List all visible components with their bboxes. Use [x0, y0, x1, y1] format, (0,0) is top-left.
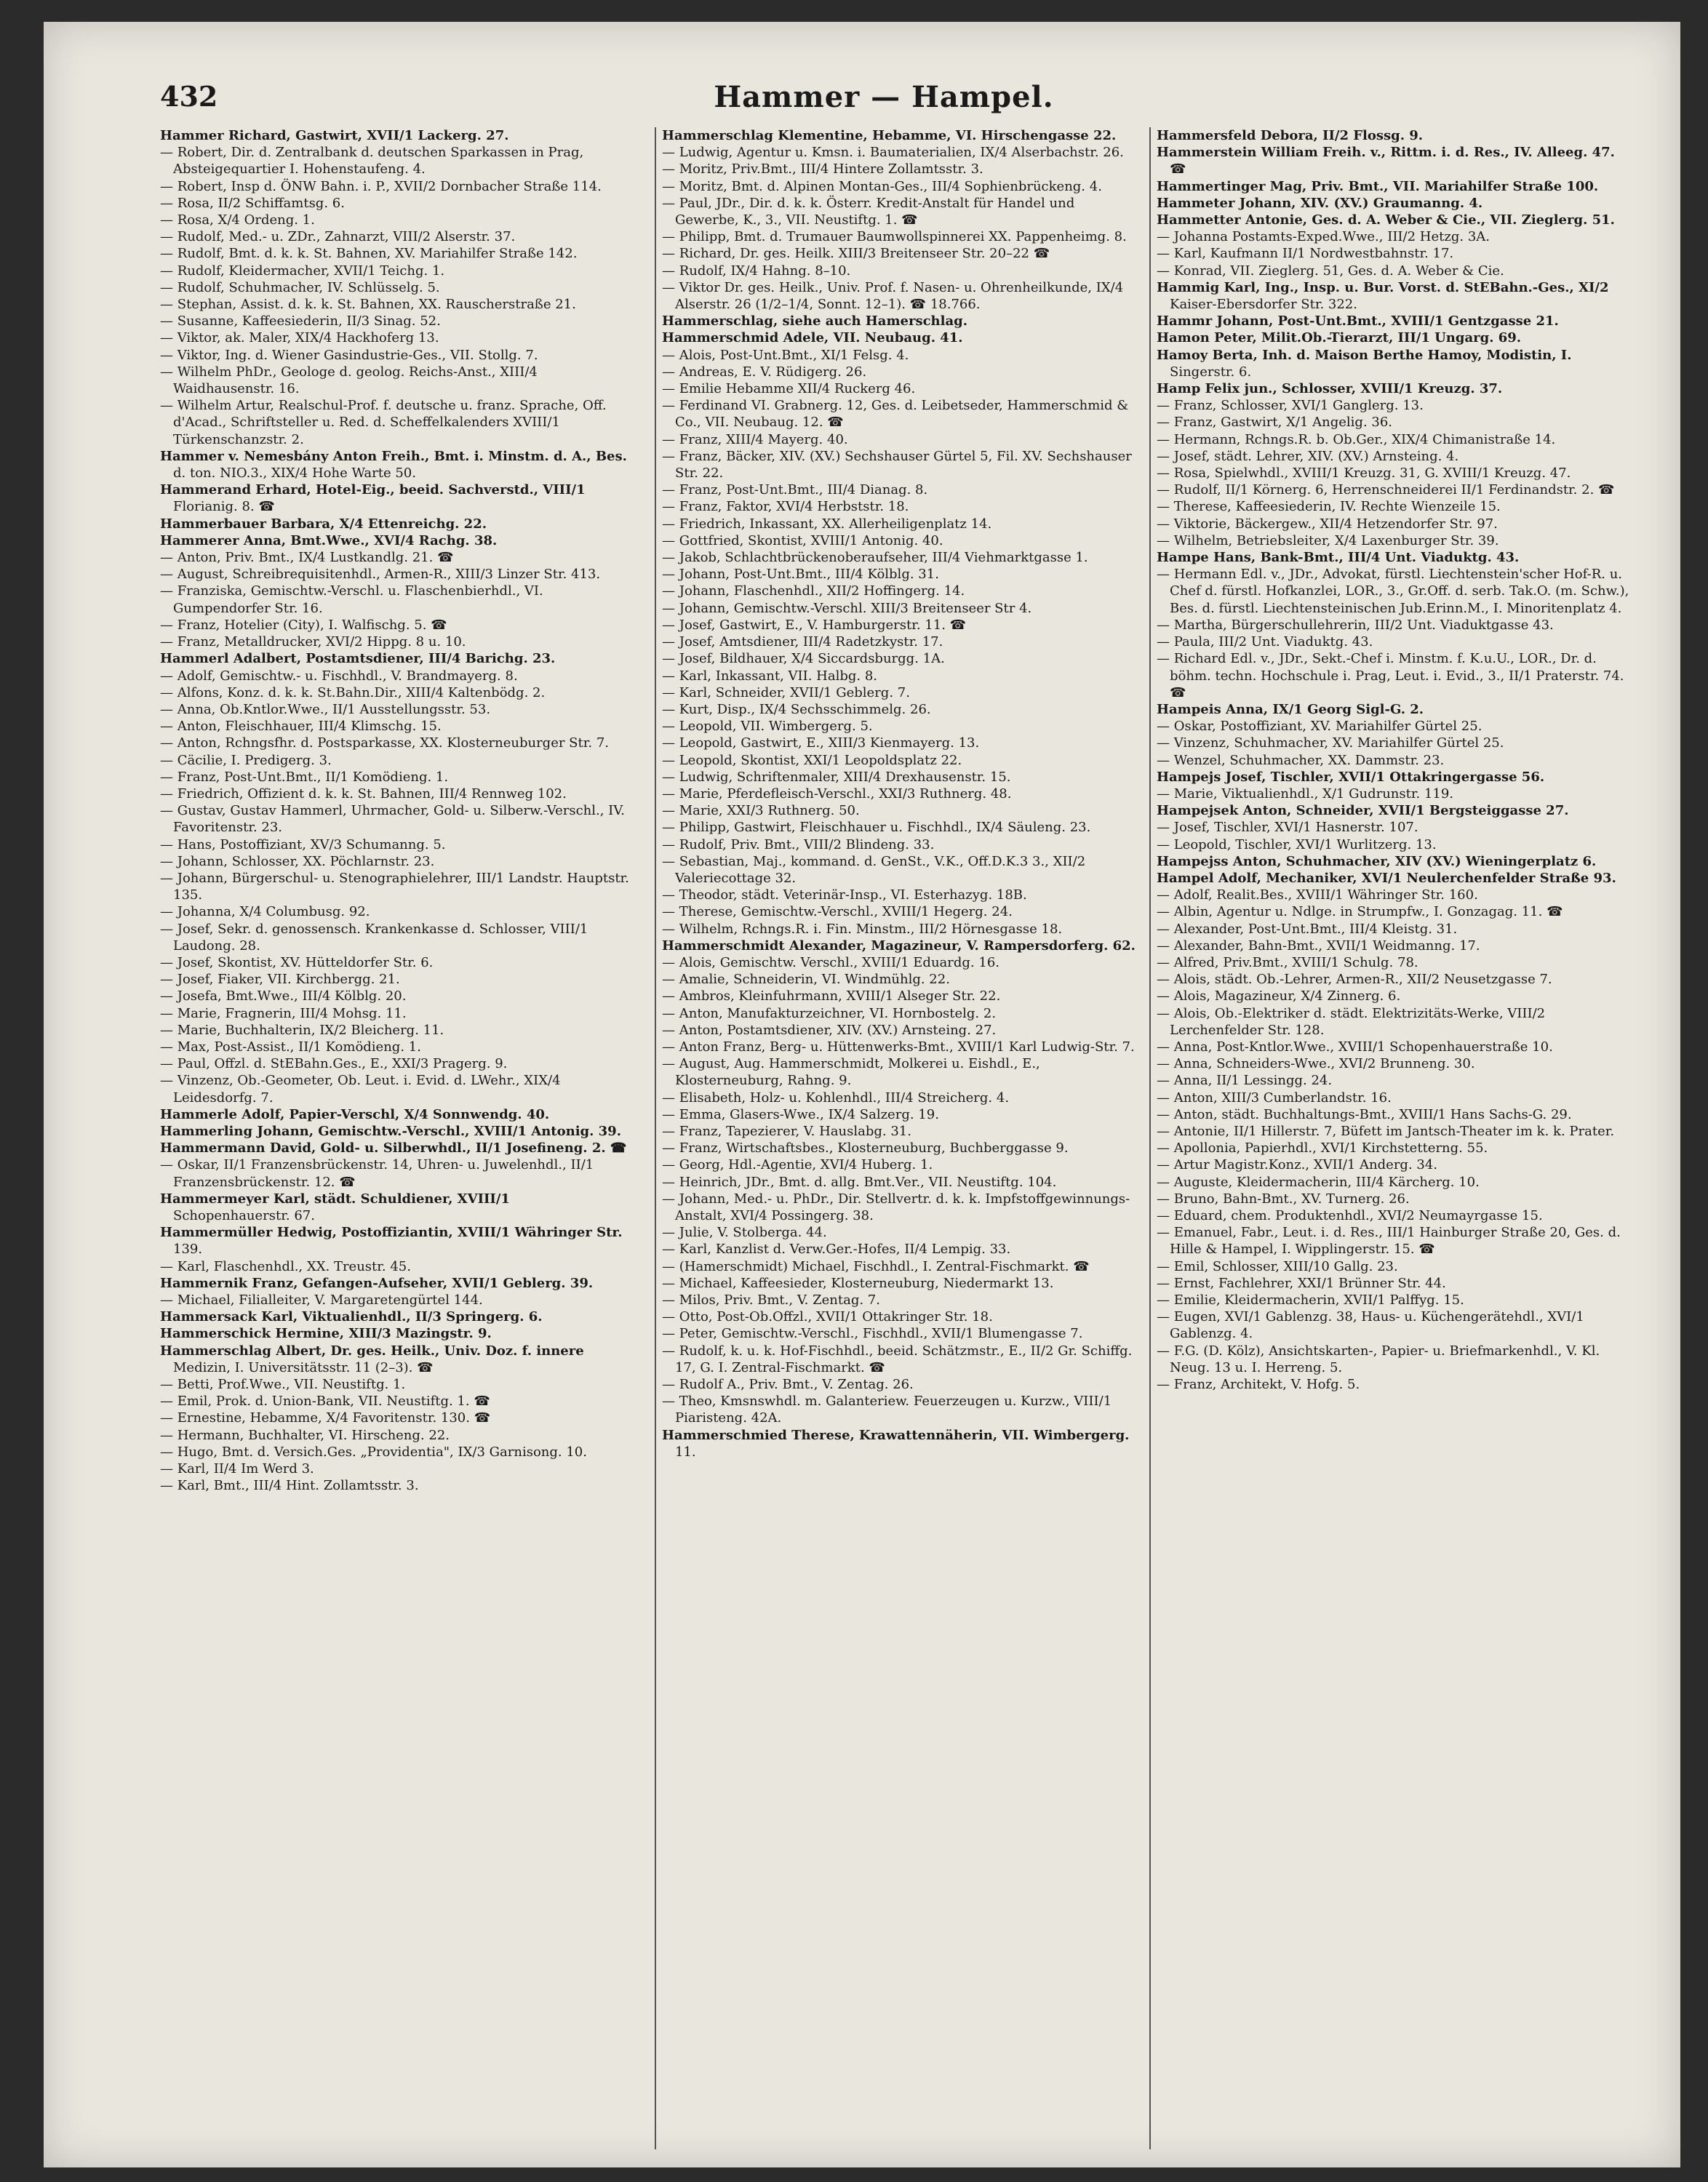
directory-entry: — Ludwig, Agentur u. Kmsn. i. Baumaterialien, IX/4 Alserbachstr. 26. — [662, 145, 1124, 161]
directory-entry: — Anton Franz, Berg- u. Hüttenwerks-Bmt., XVIII/1 Karl Ludwig-Str. 7. — [662, 1039, 1135, 1055]
directory-entry: — Anton, Fleischhauer, III/4 Klimschg. 15. — [160, 719, 442, 735]
directory-entry: — Anton, XIII/3 Cumberlandstr. 16. — [1157, 1090, 1392, 1106]
directory-entry: — Anna, Post-Kntlor.Wwe., XVIII/1 Schopenhauerstraße 10. — [1157, 1039, 1553, 1055]
directory-entry: — Robert, Insp d. ÖNW Bahn. i. P., XVII/2 Dornbacher Straße 114. — [160, 178, 602, 194]
directory-entry: Hampejss Anton, Schuhmacher, XIV (XV.) Wieningerplatz 6. — [1157, 853, 1597, 869]
directory-entry: — Franz, Post-Unt.Bmt., II/1 Komödieng. 1. — [160, 769, 449, 785]
directory-entry: — Rudolf, k. u. k. Hof-Fischhdl., beeid. Schätzmstr., E., II/2 Gr. Schiffg. 17, G. I. Zentral-Fischmarkt. ☎ — [662, 1343, 1133, 1375]
directory-entry: Hamoy Berta, Inh. d. Maison Berthe Hamoy, Modistin, I. Singerstr. 6. — [1157, 347, 1572, 380]
directory-entry: — Franz, XIII/4 Mayerg. 40. — [662, 431, 848, 447]
directory-entry: — Amalie, Schneiderin, VI. Windmühlg. 22. — [662, 972, 950, 988]
directory-entry: — Robert, Dir. d. Zentralbank d. deutschen Sparkassen in Prag, Absteigequartier I. Hohenstaufeng. 4. — [160, 145, 584, 177]
directory-entry: — Josef, Tischler, XVI/1 Hasnerstr. 107. — [1157, 820, 1418, 836]
directory-entry: Hammig Karl, Ing., Insp. u. Bur. Vorst. d. StEBahn.-Ges., XI/2 Kaiser-Ebersdorfer Str. 322. — [1157, 279, 1609, 313]
directory-entry: — Kurt, Disp., IX/4 Sechsschimmelg. 26. — [662, 701, 931, 717]
directory-entry: — Ambros, Kleinfuhrmann, XVIII/1 Alseger Str. 22. — [662, 988, 1001, 1004]
directory-entry: — Johann, Gemischtw.-Verschl. XIII/3 Breitenseer Str 4. — [662, 600, 1032, 616]
directory-entry: — Wilhelm, Rchngs.R. i. Fin. Minstm., III/2 Hörnesgasse 18. — [662, 921, 1063, 937]
directory-entry: — Michael, Filialleiter, V. Margaretengürtel 144. — [160, 1292, 483, 1308]
directory-entry: Hammerschlag Klementine, Hebamme, VI. Hirschengasse 22. — [662, 128, 1117, 143]
directory-entry: — Leopold, Tischler, XVI/1 Wurlitzerg. 13. — [1157, 836, 1437, 852]
directory-entry: — Anna, II/1 Lessingg. 24. — [1157, 1073, 1333, 1089]
directory-entry: — Josef, Bildhauer, X/4 Siccardsburgg. 1A. — [662, 651, 945, 667]
directory-entry: — Julie, V. Stolberga. 44. — [662, 1225, 827, 1241]
directory-entry: Hammerschick Hermine, XIII/3 Mazingstr. 9. — [160, 1326, 492, 1342]
directory-entry: Hammerschmidt Alexander, Magazineur, V. Rampersdorferg. 62. — [662, 938, 1136, 954]
directory-entry: — Moritz, Priv.Bmt., III/4 Hintere Zollamtsstr. 3. — [662, 161, 983, 177]
directory-entry: — Vinzenz, Schuhmacher, XV. Mariahilfer Gürtel 25. — [1157, 735, 1504, 751]
directory-entry: — Karl, Kaufmann II/1 Nordwestbahnstr. 17. — [1157, 246, 1454, 262]
directory-entry: — Josefa, Bmt.Wwe., III/4 Kölblg. 20. — [160, 988, 407, 1004]
directory-entry: — Leopold, VII. Wimbergerg. 5. — [662, 719, 873, 735]
directory-entry: — Franz, Hotelier (City), I. Walfischg. 5. ☎ — [160, 617, 447, 633]
directory-entry: Hammerschlag Albert, Dr. ges. Heilk., Univ. Doz. f. innere Medizin, I. Universitätsstr. 11 (2–3). ☎ — [160, 1343, 584, 1375]
directory-entry: Hammermeyer Karl, städt. Schuldiener, XVIII/1 Schopenhauerstr. 67. — [160, 1191, 510, 1223]
directory-entry: — Marie, Viktualienhdl., X/1 Gudrunstr. 119. — [1157, 786, 1453, 802]
directory-entry: — Franz, Gastwirt, X/1 Angelig. 36. — [1157, 415, 1393, 431]
directory-entry: Hampel Adolf, Mechaniker, XVI/1 Neulerchenfelder Straße 93. — [1157, 870, 1616, 886]
directory-entry: — Hermann, Buchhalter, VI. Hirscheng. 22. — [160, 1427, 450, 1443]
directory-entry: — Eduard, chem. Produktenhdl., XVI/2 Neumayrgasse 15. — [1157, 1208, 1543, 1223]
directory-entry: — Friedrich, Inkassant, XX. Allerheiligenplatz 14. — [662, 516, 992, 532]
directory-entry: — Emilie Hebamme XII/4 Ruckerg 46. — [662, 381, 916, 397]
directory-entry: — Alexander, Post-Unt.Bmt., III/4 Kleistg. 31. — [1157, 921, 1458, 937]
directory-entry: — Johann, Bürgerschul- u. Stenographielehrer, III/1 Landstr. Hauptstr. 135. — [160, 870, 629, 903]
directory-entry: — Philipp, Bmt. d. Trumauer Baumwollspinnerei XX. Pappenheimg. 8. — [662, 229, 1127, 245]
directory-entry: — Theodor, städt. Veterinär-Insp., VI. Esterhazyg. 18B. — [662, 887, 1027, 903]
page-header — [160, 80, 1608, 124]
directory-entry: — Bruno, Bahn-Bmt., XV. Turnerg. 26. — [1157, 1191, 1410, 1207]
directory-entry: Hammermüller Hedwig, Postoffiziantin, XVIII/1 Währinger Str. 139. — [160, 1225, 623, 1258]
directory-entry: Hammerstein William Freih. v., Rittm. i. d. Res., IV. Alleeg. 47. ☎ — [1157, 145, 1615, 177]
directory-entry: Hampejs Josef, Tischler, XVII/1 Ottakringergasse 56. — [1157, 769, 1545, 785]
directory-entry: — Albin, Agentur u. Ndlge. in Strumpfw., I. Gonzagag. 11. ☎ — [1157, 904, 1563, 920]
column-middle — [655, 127, 1136, 2149]
directory-entry: — Alois, Gemischtw. Verschl., XVIII/1 Eduardg. 16. — [662, 954, 999, 970]
directory-entry: — Cäcilie, I. Predigerg. 3. — [160, 752, 332, 768]
directory-entry: — Friedrich, Offizient d. k. k. St. Bahnen, III/4 Rennweg 102. — [160, 786, 567, 802]
directory-entry: — Betti, Prof.Wwe., VII. Neustiftg. 1. — [160, 1377, 406, 1393]
directory-entry: — Josef, Gastwirt, E., V. Hamburgerstr. 11. ☎ — [662, 617, 967, 633]
directory-entry: — Gustav, Gustav Hammerl, Uhrmacher, Gold- u. Silberw.-Verschl., IV. Favoritenstr. 23. — [160, 803, 625, 836]
directory-entry: Hammertinger Mag, Priv. Bmt., VII. Mariahilfer Straße 100. — [1157, 178, 1599, 194]
directory-entry: Hammerschmied Therese, Krawattennäherin, VII. Wimbergerg. 11. — [662, 1427, 1130, 1460]
directory-entry: — Richard Edl. v., JDr., Sekt.-Chef i. Minstm. f. K.u.U., LOR., Dr. d. böhm. techn. Hochschule i. Prag, Leut. i. Evid., 3., II/1 Praterstr. 74. ☎ — [1157, 651, 1624, 700]
directory-entry: — Apollonia, Papierhdl., XVI/1 Kirchstetterng. 55. — [1157, 1140, 1488, 1156]
directory-entry: — Ernestine, Hebamme, X/4 Favoritenstr. 130. ☎ — [160, 1410, 491, 1426]
directory-entry: — Paul, JDr., Dir. d. k. k. Österr. Kredit-Anstalt für Handel und Gewerbe, K., 3., VII. Neustiftg. 1. ☎ — [662, 195, 1075, 228]
directory-entry: — Emil, Prok. d. Union-Bank, VII. Neustiftg. 1. ☎ — [160, 1394, 490, 1410]
directory-entry: — Oskar, II/1 Franzensbrückenstr. 14, Uhren- u. Juwelenhdl., II/1 Franzensbrückenstr. 12. ☎ — [160, 1157, 594, 1190]
directory-entry: — Viktor, Ing. d. Wiener Gasindustrie-Ges., VII. Stollg. 7. — [160, 347, 538, 363]
directory-entry: — Viktorie, Bäckergew., XII/4 Hetzendorfer Str. 97. — [1157, 516, 1498, 532]
directory-entry: — Rudolf, Kleidermacher, XVII/1 Teichg. 1. — [160, 263, 445, 279]
directory-entry: Hammersfeld Debora, II/2 Flossg. 9. — [1157, 128, 1424, 143]
directory-entry: — Franziska, Gemischtw.-Verschl. u. Flaschenbierhdl., VI. Gumpendorfer Str. 16. — [160, 583, 543, 616]
directory-entry: — Alois, Magazineur, X/4 Zinnerg. 6. — [1157, 988, 1401, 1004]
directory-entry: — Jakob, Schlachtbrückenoberaufseher, III/4 Viehmarktgasse 1. — [662, 550, 1088, 566]
directory-entry: — Franz, Architekt, V. Hofg. 5. — [1157, 1377, 1360, 1393]
directory-entry: — Leopold, Gastwirt, E., XIII/3 Kienmayerg. 13. — [662, 735, 980, 751]
directory-columns — [160, 127, 1644, 2149]
directory-entry: — Rosa, X/4 Ordeng. 1. — [160, 212, 315, 228]
directory-entry: — Richard, Dr. ges. Heilk. XIII/3 Breitenseer Str. 20–22 ☎ — [662, 246, 1050, 262]
directory-entry: — Karl, II/4 Im Werd 3. — [160, 1461, 314, 1477]
directory-entry: — Rosa, Spielwhdl., XVIII/1 Kreuzg. 31, G. XVIII/1 Kreuzg. 47. — [1157, 465, 1571, 481]
directory-entry: — Josef, städt. Lehrer, XIV. (XV.) Arnsteing. 4. — [1157, 448, 1459, 464]
directory-entry: — Paul, Offzl. d. StEBahn.Ges., E., XXI/3 Pragerg. 9. — [160, 1056, 508, 1072]
directory-entry: — Philipp, Gastwirt, Fleischhauer u. Fischhdl., IX/4 Säuleng. 23. — [662, 820, 1091, 836]
directory-entry: Hammetter Antonie, Ges. d. A. Weber & Cie., VII. Zieglerg. 51. — [1157, 212, 1615, 228]
directory-entry: — Alois, Ob.-Elektriker d. städt. Elektrizitäts-Werke, VIII/2 Lerchenfelder Str. 128. — [1157, 1005, 1546, 1038]
directory-entry: Hammer v. Nemesbány Anton Freih., Bmt. i. Minstm. d. A., Bes. d. ton. NIO.3., XIX/4 Hohe Warte 50. — [160, 448, 627, 481]
directory-entry: — Wenzel, Schuhmacher, XX. Dammstr. 23. — [1157, 752, 1445, 768]
directory-entry: — Alfred, Priv.Bmt., XVIII/1 Schulg. 78. — [1157, 954, 1418, 970]
directory-entry: — Ferdinand VI. Grabnerg. 12, Ges. d. Leibetseder, Hammerschmid & Co., VII. Neubaug. 12. ☎ — [662, 398, 1129, 431]
directory-entry: — F.G. (D. Kölz), Ansichtskarten-, Papier- u. Briefmarkenhdl., V. Kl. Neug. 13 u. I. Herreng. 5. — [1157, 1343, 1600, 1375]
directory-entry: — Anna, Schneiders-Wwe., XVI/2 Brunneng. 30. — [1157, 1056, 1475, 1072]
directory-entry: — Franz, Tapezierer, V. Hauslabg. 31. — [662, 1123, 911, 1139]
directory-entry: — (Hamerschmidt) Michael, Fischhdl., I. Zentral-Fischmarkt. ☎ — [662, 1258, 1090, 1274]
directory-entry: — Martha, Bürgerschullehrerin, III/2 Unt. Viaduktgasse 43. — [1157, 617, 1554, 633]
directory-entry: — Karl, Flaschenhdl., XX. Treustr. 45. — [160, 1258, 411, 1274]
directory-entry: — Auguste, Kleidermacherin, III/4 Kärcherg. 10. — [1157, 1174, 1480, 1190]
directory-entry: — Rudolf A., Priv. Bmt., V. Zentag. 26. — [662, 1377, 914, 1393]
directory-entry: Hampe Hans, Bank-Bmt., III/4 Unt. Viaduktg. 43. — [1157, 550, 1520, 566]
directory-entry: — Karl, Inkassant, VII. Halbg. 8. — [662, 668, 878, 684]
directory-entry: — Moritz, Bmt. d. Alpinen Montan-Ges., III/4 Sophienbrückeng. 4. — [662, 178, 1102, 194]
directory-entry: Hammerschlag, siehe auch Hamerschlag. — [662, 313, 967, 329]
directory-entry: — Rosa, II/2 Schiffamtsg. 6. — [160, 195, 345, 211]
directory-entry: — Oskar, Postoffiziant, XV. Mariahilfer Gürtel 25. — [1157, 719, 1482, 735]
directory-entry: — Rudolf, Priv. Bmt., VIII/2 Blindeng. 33. — [662, 836, 935, 852]
directory-entry: — Josef, Sekr. d. genossensch. Krankenkasse d. Schlosser, VIII/1 Laudong. 28. — [160, 921, 588, 954]
directory-entry: Hampeis Anna, IX/1 Georg Sigl-G. 2. — [1157, 701, 1424, 717]
directory-entry: — Franz, Bäcker, XIV. (XV.) Sechshauser Gürtel 5, Fil. XV. Sechshauser Str. 22. — [662, 448, 1132, 481]
directory-entry: — Antonie, II/1 Hillerstr. 7, Büfett im Jantsch-Theater im k. k. Prater. — [1157, 1123, 1615, 1139]
directory-entry: Hammerling Johann, Gemischtw.-Verschl., XVIII/1 Antonig. 39. — [160, 1123, 621, 1139]
directory-entry: — Emil, Schlosser, XIII/10 Gallg. 23. — [1157, 1258, 1398, 1274]
directory-entry: — Johann, Post-Unt.Bmt., III/4 Kölblg. 31. — [662, 567, 939, 583]
directory-entry: — Johanna Postamts-Exped.Wwe., III/2 Hetzg. 3A. — [1157, 229, 1490, 245]
directory-entry: — Viktor Dr. ges. Heilk., Univ. Prof. f. Nasen- u. Ohrenheilkunde, IX/4 Alserstr. 26 (1/2–1/4, Sonnt. 12–1). ☎ 18.766. — [662, 279, 1124, 313]
directory-entry: — Josef, Amtsdiener, III/4 Radetzkystr. 17. — [662, 634, 943, 650]
directory-entry: — Adolf, Realit.Bes., XVIII/1 Währinger Str. 160. — [1157, 887, 1478, 903]
directory-entry: — Emma, Glasers-Wwe., IX/4 Salzerg. 19. — [662, 1106, 939, 1122]
directory-entry: — Hermann Edl. v., JDr., Advokat, fürstl. Liechtenstein'scher Hof-R. u. Chef d. fürstl. Hofkanzlei, LOR., 3., Gr.Off. d. serb. Tak.O. (m. Schw.), Bes. d. fürstl. Liechtensteinischen Jub.Erinn.M., I. Minoritenplatz 4. — [1157, 567, 1629, 616]
directory-entry: — Konrad, VII. Zieglerg. 51, Ges. d. A. Weber & Cie. — [1157, 263, 1504, 279]
directory-entry: — Viktor, ak. Maler, XIX/4 Hackhoferg 13. — [160, 330, 439, 346]
directory-entry: — Rudolf, Bmt. d. k. k. St. Bahnen, XV. Mariahilfer Straße 142. — [160, 246, 578, 262]
directory-entry: — Hugo, Bmt. d. Versich.Ges. „Providentia", IX/3 Garnisong. 10. — [160, 1444, 587, 1460]
directory-entry: — Therese, Kaffeesiederin, IV. Rechte Wienzeile 15. — [1157, 499, 1501, 515]
directory-entry: — Max, Post-Assist., II/1 Komödieng. 1. — [160, 1039, 421, 1055]
directory-entry: Hampejsek Anton, Schneider, XVII/1 Bergsteiggasse 27. — [1157, 803, 1569, 819]
directory-entry: — Emilie, Kleidermacherin, XVII/1 Palffyg. 15. — [1157, 1292, 1464, 1308]
directory-entry: — Anton, Postamtsdiener, XIV. (XV.) Arnsteing. 27. — [662, 1022, 997, 1038]
directory-entry: — Alois, städt. Ob.-Lehrer, Armen-R., XII/2 Neusetzgasse 7. — [1157, 972, 1552, 988]
directory-entry: — Andreas, E. V. Rüdigerg. 26. — [662, 364, 867, 380]
directory-entry: Hammermann David, Gold- u. Silberwhdl., II/1 Josefineng. 2. ☎ — [160, 1140, 627, 1156]
directory-entry: — Rudolf, Med.- u. ZDr., Zahnarzt, VIII/2 Alserstr. 37. — [160, 229, 516, 245]
directory-entry: — Franz, Post-Unt.Bmt., III/4 Dianag. 8. — [662, 482, 928, 498]
directory-entry: — Vinzenz, Ob.-Geometer, Ob. Leut. i. Evid. d. LWehr., XIX/4 Leidesdorfg. 7. — [160, 1073, 561, 1106]
directory-entry: — Otto, Post-Ob.Offzl., XVII/1 Ottakringer Str. 18. — [662, 1309, 993, 1325]
directory-entry: — August, Schreibrequisitenhdl., Armen-R., XIII/3 Linzer Str. 413. — [160, 567, 601, 583]
directory-entry: — Paula, III/2 Unt. Viaduktg. 43. — [1157, 634, 1373, 650]
directory-entry: — Alois, Post-Unt.Bmt., XI/1 Felsg. 4. — [662, 347, 909, 363]
directory-entry: — Anton, Manufakturzeichner, VI. Hornbostelg. 2. — [662, 1005, 997, 1021]
directory-entry: — Johann, Flaschenhdl., XII/2 Hoffingerg. 14. — [662, 583, 965, 599]
directory-entry: — Marie, Pferdefleisch-Verschl., XXI/3 Ruthnerg. 48. — [662, 786, 1012, 802]
directory-entry: — Marie, XXI/3 Ruthnerg. 50. — [662, 803, 860, 819]
directory-entry: — Anna, Ob.Kntlor.Wwe., II/1 Ausstellungsstr. 53. — [160, 701, 491, 717]
directory-entry: — Eugen, XVI/1 Gablenzg. 38, Haus- u. Küchengerätehdl., XVI/1 Gablenzg. 4. — [1157, 1309, 1584, 1342]
directory-entry: — August, Aug. Hammerschmidt, Molkerei u. Eishdl., E., Klosterneuburg, Rahng. 9. — [662, 1056, 1040, 1089]
directory-entry: — Hans, Postoffiziant, XV/3 Schumanng. 5. — [160, 836, 446, 852]
directory-entry: — Josef, Fiaker, VII. Kirchbergg. 21. — [160, 972, 400, 988]
directory-entry: — Wilhelm, Betriebsleiter, X/4 Laxenburger Str. 39. — [1157, 532, 1499, 548]
page-number: 432 — [160, 80, 218, 113]
directory-entry: — Hermann, Rchngs.R. b. Ob.Ger., XIX/4 Chimanistraße 14. — [1157, 431, 1556, 447]
directory-entry: Hammerl Adalbert, Postamtsdiener, III/4 Barichg. 23. — [160, 651, 556, 667]
directory-entry: — Franz, Faktor, XVI/4 Herbststr. 18. — [662, 499, 909, 515]
directory-entry: Hammerer Anna, Bmt.Wwe., XVI/4 Rachg. 38. — [160, 532, 498, 548]
directory-entry: — Josef, Skontist, XV. Hütteldorfer Str. 6. — [160, 954, 434, 970]
directory-entry: Hammerle Adolf, Papier-Verschl, X/4 Sonnwendg. 40. — [160, 1106, 550, 1122]
directory-entry: — Karl, Kanzlist d. Verw.Ger.-Hofes, II/4 Lempig. 33. — [662, 1242, 1011, 1258]
directory-entry: Hammeter Johann, XIV. (XV.) Graumanng. 4. — [1157, 195, 1483, 211]
directory-entry: — Franz, Schlosser, XVI/1 Ganglerg. 13. — [1157, 398, 1424, 414]
column-left — [160, 127, 640, 2149]
directory-entry: — Wilhelm PhDr., Geologe d. geolog. Reichs-Anst., XIII/4 Waidhausenstr. 16. — [160, 364, 538, 397]
directory-entry: — Artur Magistr.Konz., XVII/1 Anderg. 34. — [1157, 1157, 1438, 1173]
directory-entry: — Marie, Fragnerin, III/4 Mohsg. 11. — [160, 1005, 407, 1021]
directory-entry: Hammerand Erhard, Hotel-Eig., beeid. Sachverstd., VIII/1 Florianig. 8. ☎ — [160, 482, 586, 515]
directory-entry: — Milos, Priv. Bmt., V. Zentag. 7. — [662, 1292, 880, 1308]
directory-page — [44, 22, 1680, 2167]
directory-entry: — Karl, Bmt., III/4 Hint. Zollamtsstr. 3. — [160, 1478, 419, 1494]
directory-entry: — Johanna, X/4 Columbusg. 92. — [160, 904, 370, 920]
directory-entry: — Wilhelm Artur, Realschul-Prof. f. deutsche u. franz. Sprache, Off. d'Acad., Schriftsteller u. Red. d. Scheffelkalenders XVIII/1 Türkenschanzstr. 2. — [160, 398, 607, 447]
directory-entry: Hammer Richard, Gastwirt, XVII/1 Lackerg. 27. — [160, 128, 509, 143]
directory-entry: Hammerschmid Adele, VII. Neubaug. 41. — [662, 330, 963, 346]
directory-entry: — Gottfried, Skontist, XVIII/1 Antonig. 40. — [662, 532, 943, 548]
directory-entry: — Susanne, Kaffeesiederin, II/3 Sinag. 52. — [160, 313, 441, 329]
directory-entry: — Adolf, Gemischtw.- u. Fischhdl., V. Brandmayerg. 8. — [160, 668, 518, 684]
directory-entry: — Therese, Gemischtw.-Verschl., XVIII/1 Hegerg. 24. — [662, 904, 1013, 920]
directory-entry: — Elisabeth, Holz- u. Kohlenhdl., III/4 Streicherg. 4. — [662, 1090, 1010, 1106]
directory-entry: — Alfons, Konz. d. k. k. St.Bahn.Dir., XIII/4 Kaltenbödg. 2. — [160, 684, 546, 700]
directory-entry: — Rudolf, IX/4 Hahng. 8–10. — [662, 263, 851, 279]
directory-entry: — Ludwig, Schriftenmaler, XIII/4 Drexhausenstr. 15. — [662, 769, 1011, 785]
directory-entry: Hammr Johann, Post-Unt.Bmt., XVIII/1 Gentzgasse 21. — [1157, 313, 1559, 329]
directory-entry: — Marie, Buchhalterin, IX/2 Bleicherg. 11. — [160, 1022, 444, 1038]
directory-entry: — Theo, Kmsnswhdl. m. Galanteriew. Feuerzeugen u. Kurzw., VIII/1 Piaristeng. 42A. — [662, 1394, 1112, 1426]
directory-entry: — Anton, Rchngsfhr. d. Postsparkasse, XX. Klosterneuburger Str. 7. — [160, 735, 609, 751]
directory-entry: — Sebastian, Maj., kommand. d. GenSt., V.K., Off.D.K.3 3., XII/2 Valeriecottage 32. — [662, 853, 1086, 886]
directory-entry: — Anton, städt. Buchhaltungs-Bmt., XVIII/1 Hans Sachs-G. 29. — [1157, 1106, 1572, 1122]
directory-entry: — Johann, Med.- u. PhDr., Dir. Stellvertr. d. k. k. Impfstoffgewinnungs-Anstalt, XVI/4 Possingerg. 38. — [662, 1191, 1130, 1223]
directory-entry: — Anton, Priv. Bmt., IX/4 Lustkandlg. 21. ☎ — [160, 550, 454, 566]
directory-entry: — Karl, Schneider, XVII/1 Geblerg. 7. — [662, 684, 910, 700]
directory-entry: — Heinrich, JDr., Bmt. d. allg. Bmt.Ver., VII. Neustiftg. 104. — [662, 1174, 1057, 1190]
directory-entry: Hamp Felix jun., Schlosser, XVIII/1 Kreuzg. 37. — [1157, 381, 1503, 397]
directory-entry: — Georg, Hdl.-Agentie, XVI/4 Huberg. 1. — [662, 1157, 933, 1173]
directory-entry: — Rudolf, II/1 Körnerg. 6, Herrenschneiderei II/1 Ferdinandstr. 2. ☎ — [1157, 482, 1615, 498]
directory-entry: — Leopold, Skontist, XXI/1 Leopoldsplatz 22. — [662, 752, 962, 768]
directory-entry: — Alexander, Bahn-Bmt., XVII/1 Weidmanng. 17. — [1157, 938, 1480, 954]
column-right — [1149, 127, 1631, 2149]
directory-entry: Hammernik Franz, Gefangen-Aufseher, XVII/1 Geblerg. 39. — [160, 1275, 594, 1291]
directory-entry: — Emanuel, Fabr., Leut. i. d. Res., III/1 Hainburger Straße 20, Ges. d. Hille & Hampel, I. Wipplingerstr. 15. ☎ — [1157, 1225, 1621, 1258]
directory-entry: Hamon Peter, Milit.Ob.-Tierarzt, III/1 Ungarg. 69. — [1157, 330, 1522, 346]
directory-entry: — Stephan, Assist. d. k. k. St. Bahnen, XX. Rauscherstraße 21. — [160, 297, 576, 313]
directory-entry: — Ernst, Fachlehrer, XXI/1 Brünner Str. 44. — [1157, 1275, 1446, 1291]
page-title: Hammer — Hampel. — [714, 80, 1054, 114]
directory-entry: — Johann, Schlosser, XX. Pöchlarnstr. 23. — [160, 853, 435, 869]
directory-entry: Hammerbauer Barbara, X/4 Ettenreichg. 22. — [160, 516, 487, 532]
directory-entry: — Michael, Kaffeesieder, Klosterneuburg, Niedermarkt 13. — [662, 1275, 1054, 1291]
directory-entry: — Peter, Gemischtw.-Verschl., Fischhdl., XVII/1 Blumengasse 7. — [662, 1326, 1083, 1342]
directory-entry: — Franz, Metalldrucker, XVI/2 Hippg. 8 u. 10. — [160, 634, 466, 650]
directory-entry: Hammersack Karl, Viktualienhdl., II/3 Springerg. 6. — [160, 1309, 543, 1325]
directory-entry: — Franz, Wirtschaftsbes., Klosterneuburg, Buchberggasse 9. — [662, 1140, 1069, 1156]
directory-entry: — Rudolf, Schuhmacher, IV. Schlüsselg. 5. — [160, 279, 440, 295]
